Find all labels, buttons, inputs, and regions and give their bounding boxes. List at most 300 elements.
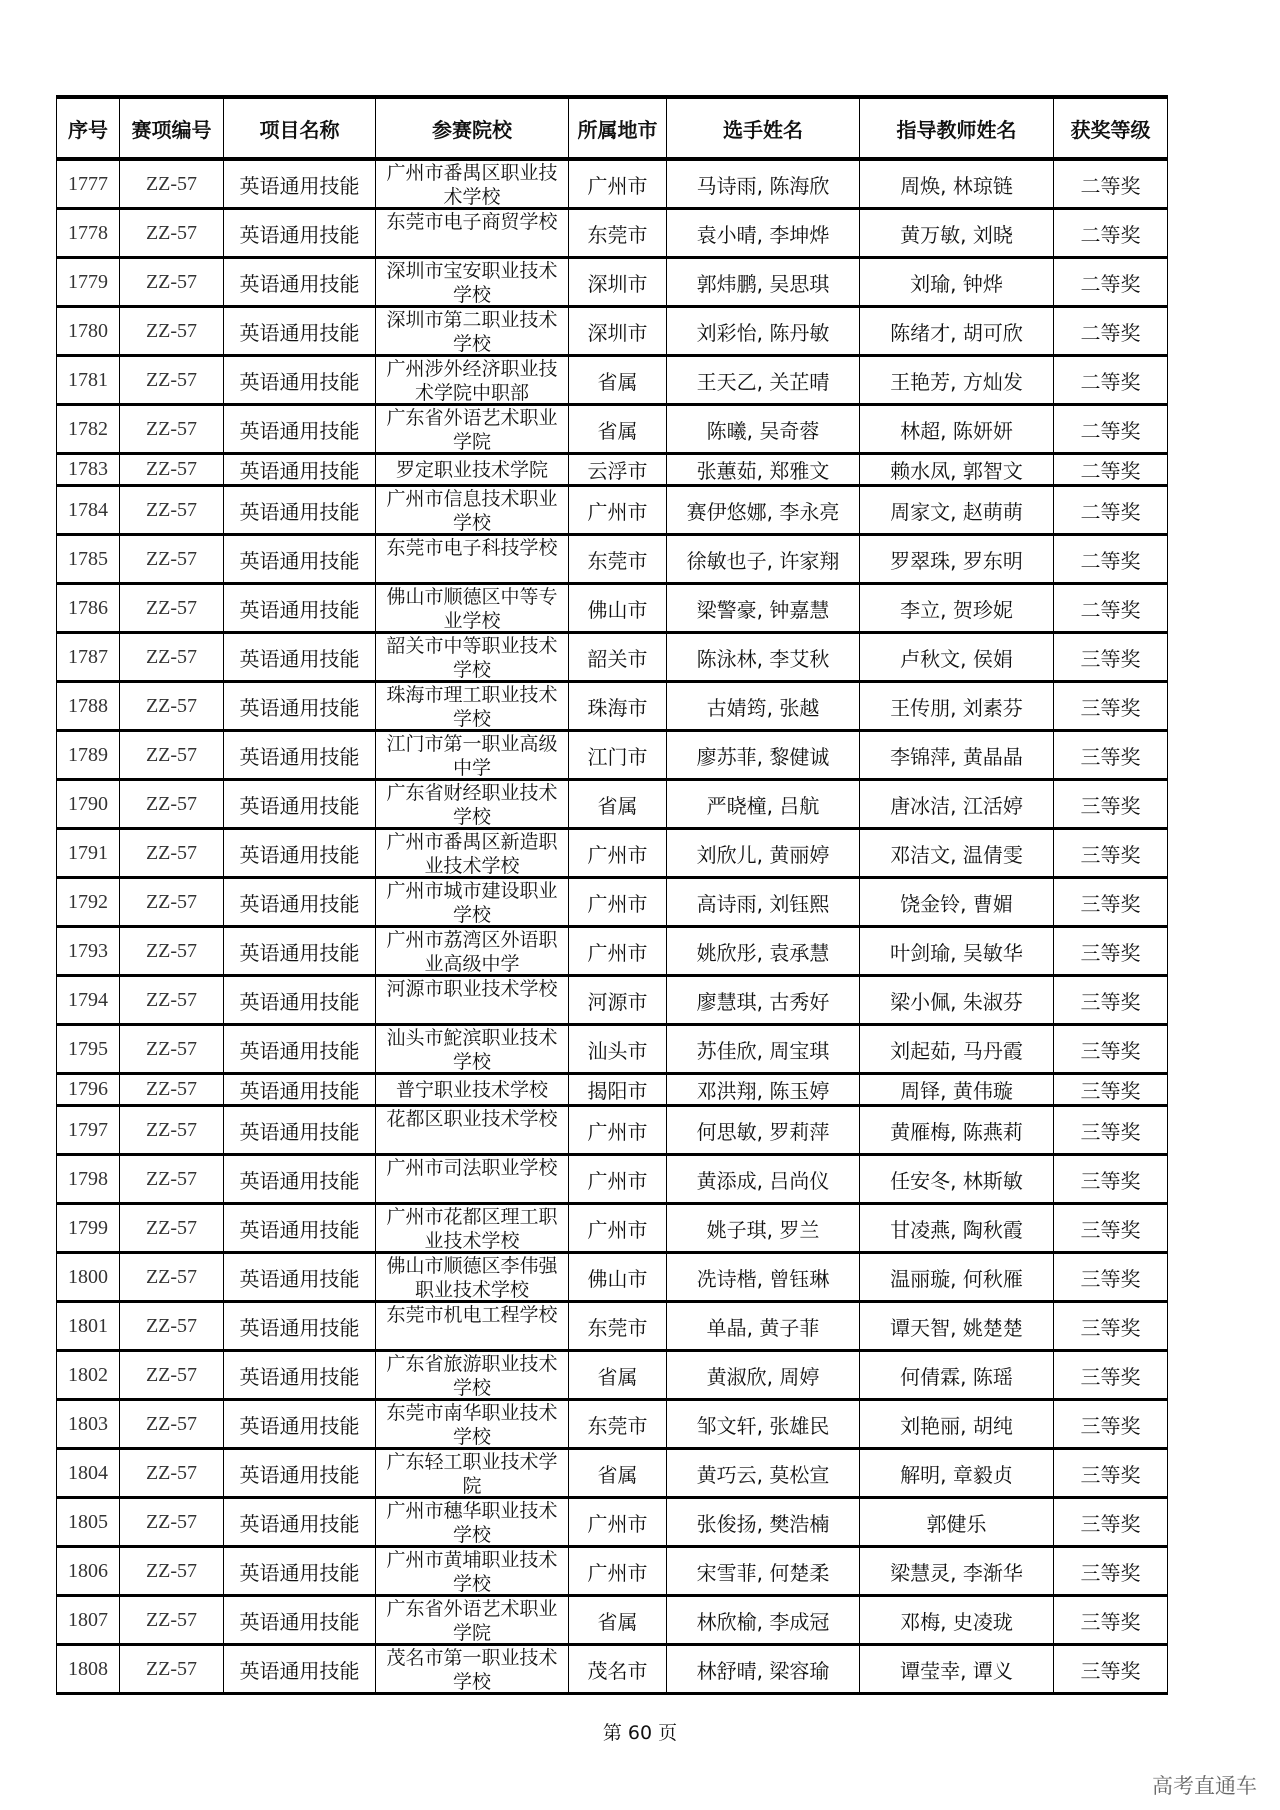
header-project-name: 项目名称 [224, 97, 376, 159]
school-cell [376, 1351, 569, 1400]
school-cell [376, 1074, 569, 1106]
project-name-cell: 英语通用技能 [224, 1302, 376, 1351]
city-cell: 广州市 [569, 486, 667, 535]
award-cell: 三等奖 [1054, 1400, 1168, 1449]
project-name-cell: 英语通用技能 [224, 454, 376, 486]
teachers-cell: 刘瑜, 钟烨 [860, 258, 1054, 307]
table-row [57, 1547, 1168, 1596]
award-cell: 三等奖 [1054, 1596, 1168, 1645]
table-row [57, 1596, 1168, 1645]
project-name-cell: 英语通用技能 [224, 209, 376, 258]
event-code-cell: ZZ-57 [120, 829, 224, 878]
project-name-cell: 英语通用技能 [224, 1596, 376, 1645]
event-code-cell: ZZ-57 [120, 927, 224, 976]
school-name: 广州市穗华职业技术学校 [386, 1500, 558, 1545]
teachers-cell: 王艳芳, 方灿发 [860, 356, 1054, 405]
award-cell: 三等奖 [1054, 1253, 1168, 1302]
contestants-cell: 何思敏, 罗莉萍 [667, 1106, 860, 1155]
table-row [57, 1106, 1168, 1155]
project-name-cell: 英语通用技能 [224, 356, 376, 405]
school-name: 江门市第一职业高级中学 [386, 733, 558, 778]
city-cell: 广州市 [569, 878, 667, 927]
table-row [57, 1155, 1168, 1204]
header-city: 所属地市 [569, 97, 667, 159]
school-cell [376, 535, 569, 584]
school-cell [376, 454, 569, 486]
award-cell: 三等奖 [1054, 927, 1168, 976]
contestants-cell: 马诗雨, 陈海欣 [667, 159, 860, 209]
event-code-cell: ZZ-57 [120, 633, 224, 682]
table-row [57, 1074, 1168, 1106]
table-row [57, 878, 1168, 927]
award-cell: 三等奖 [1054, 780, 1168, 829]
project-name-cell: 英语通用技能 [224, 633, 376, 682]
project-name-cell: 英语通用技能 [224, 1400, 376, 1449]
teachers-cell: 梁慧灵, 李渐华 [860, 1547, 1054, 1596]
school-cell [376, 1498, 569, 1547]
seq-cell: 1803 [57, 1400, 120, 1449]
seq-cell: 1777 [57, 159, 120, 209]
school-name: 佛山市顺德区李伟强职业技术学校 [386, 1255, 558, 1300]
award-cell: 三等奖 [1054, 1155, 1168, 1204]
event-code-cell: ZZ-57 [120, 780, 224, 829]
school-cell [376, 1547, 569, 1596]
school-cell [376, 682, 569, 731]
city-cell: 佛山市 [569, 1253, 667, 1302]
teachers-cell: 李锦萍, 黄晶晶 [860, 731, 1054, 780]
award-cell: 二等奖 [1054, 258, 1168, 307]
table-header-row [57, 97, 1168, 159]
table-row [57, 1204, 1168, 1253]
event-code-cell: ZZ-57 [120, 209, 224, 258]
project-name-cell: 英语通用技能 [224, 1253, 376, 1302]
city-cell: 云浮市 [569, 454, 667, 486]
seq-cell: 1807 [57, 1596, 120, 1645]
award-cell: 三等奖 [1054, 633, 1168, 682]
contestants-cell: 苏佳欣, 周宝琪 [667, 1025, 860, 1074]
award-cell: 三等奖 [1054, 1645, 1168, 1694]
school-name: 珠海市理工职业技术学校 [386, 684, 558, 729]
event-code-cell: ZZ-57 [120, 486, 224, 535]
school-cell [376, 258, 569, 307]
project-name-cell: 英语通用技能 [224, 1155, 376, 1204]
school-cell [376, 731, 569, 780]
project-name-cell: 英语通用技能 [224, 535, 376, 584]
table-row [57, 1449, 1168, 1498]
city-cell: 东莞市 [569, 209, 667, 258]
teachers-cell: 温丽璇, 何秋雁 [860, 1253, 1054, 1302]
event-code-cell: ZZ-57 [120, 405, 224, 454]
seq-cell: 1805 [57, 1498, 120, 1547]
event-code-cell: ZZ-57 [120, 682, 224, 731]
table-row [57, 829, 1168, 878]
teachers-cell: 赖水凤, 郭智文 [860, 454, 1054, 486]
table-row [57, 1253, 1168, 1302]
teachers-cell: 林超, 陈妍妍 [860, 405, 1054, 454]
school-name: 广州市番禺区职业技术学校 [386, 162, 558, 207]
city-cell: 江门市 [569, 731, 667, 780]
teachers-cell: 谭莹幸, 谭义 [860, 1645, 1054, 1694]
city-cell: 深圳市 [569, 258, 667, 307]
contestants-cell: 袁小晴, 李坤烨 [667, 209, 860, 258]
school-cell [376, 1302, 569, 1351]
table-row [57, 535, 1168, 584]
school-cell [376, 486, 569, 535]
school-cell [376, 633, 569, 682]
city-cell: 省属 [569, 780, 667, 829]
event-code-cell: ZZ-57 [120, 1596, 224, 1645]
city-cell: 广州市 [569, 1498, 667, 1547]
project-name-cell: 英语通用技能 [224, 1351, 376, 1400]
city-cell: 广州市 [569, 927, 667, 976]
event-code-cell: ZZ-57 [120, 454, 224, 486]
city-cell: 东莞市 [569, 1400, 667, 1449]
award-cell: 三等奖 [1054, 878, 1168, 927]
school-cell [376, 927, 569, 976]
contestants-cell: 刘欣儿, 黄丽婷 [667, 829, 860, 878]
award-cell: 三等奖 [1054, 1498, 1168, 1547]
award-cell: 二等奖 [1054, 454, 1168, 486]
school-name: 汕头市鮀滨职业技术学校 [386, 1027, 558, 1072]
teachers-cell: 唐冰洁, 江活婷 [860, 780, 1054, 829]
teachers-cell: 解明, 章毅贞 [860, 1449, 1054, 1498]
table-row [57, 159, 1168, 209]
contestants-cell: 冼诗楷, 曾钰琳 [667, 1253, 860, 1302]
event-code-cell: ZZ-57 [120, 584, 224, 633]
project-name-cell: 英语通用技能 [224, 584, 376, 633]
city-cell: 广州市 [569, 1155, 667, 1204]
school-name: 韶关市中等职业技术学校 [386, 635, 558, 680]
table-row [57, 927, 1168, 976]
school-name: 广东省财经职业技术学校 [386, 782, 558, 827]
header-teachers: 指导教师姓名 [860, 97, 1054, 159]
contestants-cell: 廖苏菲, 黎健诚 [667, 731, 860, 780]
seq-cell: 1794 [57, 976, 120, 1025]
contestants-cell: 张蕙茹, 郑雅文 [667, 454, 860, 486]
table-row [57, 405, 1168, 454]
seq-cell: 1784 [57, 486, 120, 535]
award-cell: 三等奖 [1054, 1074, 1168, 1106]
table-row [57, 780, 1168, 829]
table-row [57, 486, 1168, 535]
table-row [57, 1351, 1168, 1400]
page-number: 第 60 页 [602, 1722, 678, 1744]
contestants-cell: 郭炜鹏, 吴思琪 [667, 258, 860, 307]
seq-cell: 1781 [57, 356, 120, 405]
contestants-cell: 黄巧云, 莫松宣 [667, 1449, 860, 1498]
teachers-cell: 邓洁文, 温倩雯 [860, 829, 1054, 878]
city-cell: 广州市 [569, 159, 667, 209]
teachers-cell: 黄雁梅, 陈燕莉 [860, 1106, 1054, 1155]
project-name-cell: 英语通用技能 [224, 1498, 376, 1547]
table-row [57, 682, 1168, 731]
award-cell: 二等奖 [1054, 307, 1168, 356]
school-name: 深圳市第二职业技术学校 [386, 309, 558, 354]
event-code-cell: ZZ-57 [120, 878, 224, 927]
city-cell: 茂名市 [569, 1645, 667, 1694]
school-cell [376, 1155, 569, 1204]
school-name: 花都区职业技术学校 [386, 1108, 558, 1130]
event-code-cell: ZZ-57 [120, 1449, 224, 1498]
city-cell: 东莞市 [569, 535, 667, 584]
table-row [57, 584, 1168, 633]
seq-cell: 1783 [57, 454, 120, 486]
teachers-cell: 李立, 贺珍妮 [860, 584, 1054, 633]
contestants-cell: 古婧筠, 张越 [667, 682, 860, 731]
seq-cell: 1797 [57, 1106, 120, 1155]
school-cell [376, 1449, 569, 1498]
seq-cell: 1789 [57, 731, 120, 780]
table-row [57, 633, 1168, 682]
event-code-cell: ZZ-57 [120, 307, 224, 356]
event-code-cell: ZZ-57 [120, 1025, 224, 1074]
school-cell [376, 405, 569, 454]
teachers-cell: 刘艳丽, 胡纯 [860, 1400, 1054, 1449]
event-code-cell: ZZ-57 [120, 1498, 224, 1547]
school-cell [376, 307, 569, 356]
contestants-cell: 陈泳林, 李艾秋 [667, 633, 860, 682]
city-cell: 省属 [569, 1596, 667, 1645]
school-name: 广东轻工职业技术学院 [386, 1451, 558, 1496]
project-name-cell: 英语通用技能 [224, 731, 376, 780]
school-cell [376, 1106, 569, 1155]
city-cell: 广州市 [569, 1547, 667, 1596]
school-name: 广州市司法职业学校 [386, 1157, 558, 1179]
contestants-cell: 姚子琪, 罗兰 [667, 1204, 860, 1253]
project-name-cell: 英语通用技能 [224, 1547, 376, 1596]
award-cell: 二等奖 [1054, 535, 1168, 584]
teachers-cell: 任安冬, 林斯敏 [860, 1155, 1054, 1204]
project-name-cell: 英语通用技能 [224, 1074, 376, 1106]
seq-cell: 1792 [57, 878, 120, 927]
city-cell: 省属 [569, 1351, 667, 1400]
city-cell: 韶关市 [569, 633, 667, 682]
seq-cell: 1780 [57, 307, 120, 356]
project-name-cell: 英语通用技能 [224, 159, 376, 209]
teachers-cell: 甘凌燕, 陶秋霞 [860, 1204, 1054, 1253]
award-cell: 三等奖 [1054, 1204, 1168, 1253]
teachers-cell: 王传朋, 刘素芬 [860, 682, 1054, 731]
award-cell: 三等奖 [1054, 829, 1168, 878]
school-name: 佛山市顺德区中等专业学校 [386, 586, 558, 631]
teachers-cell: 周家文, 赵萌萌 [860, 486, 1054, 535]
school-name: 广州市黄埔职业技术学校 [386, 1549, 558, 1594]
teachers-cell: 饶金铃, 曹媚 [860, 878, 1054, 927]
event-code-cell: ZZ-57 [120, 1106, 224, 1155]
seq-cell: 1799 [57, 1204, 120, 1253]
event-code-cell: ZZ-57 [120, 1074, 224, 1106]
city-cell: 省属 [569, 1449, 667, 1498]
city-cell: 广州市 [569, 1204, 667, 1253]
contestants-cell: 宋雪菲, 何楚柔 [667, 1547, 860, 1596]
event-code-cell: ZZ-57 [120, 1302, 224, 1351]
seq-cell: 1791 [57, 829, 120, 878]
event-code-cell: ZZ-57 [120, 1155, 224, 1204]
seq-cell: 1779 [57, 258, 120, 307]
school-name: 河源市职业技术学校 [386, 978, 558, 1000]
contestants-cell: 梁警豪, 钟嘉慧 [667, 584, 860, 633]
contestants-cell: 徐敏也子, 许家翔 [667, 535, 860, 584]
event-code-cell: ZZ-57 [120, 976, 224, 1025]
event-code-cell: ZZ-57 [120, 535, 224, 584]
contestants-cell: 高诗雨, 刘钰熙 [667, 878, 860, 927]
table-body [57, 159, 1168, 1694]
table-row [57, 731, 1168, 780]
contestants-cell: 王天乙, 关芷晴 [667, 356, 860, 405]
award-cell: 三等奖 [1054, 1106, 1168, 1155]
project-name-cell: 英语通用技能 [224, 1449, 376, 1498]
city-cell: 深圳市 [569, 307, 667, 356]
contestants-cell: 严晓橦, 吕航 [667, 780, 860, 829]
contestants-cell: 刘彩怡, 陈丹敏 [667, 307, 860, 356]
school-cell [376, 1025, 569, 1074]
teachers-cell: 刘起茹, 马丹霞 [860, 1025, 1054, 1074]
school-cell [376, 780, 569, 829]
school-cell [376, 878, 569, 927]
project-name-cell: 英语通用技能 [224, 878, 376, 927]
city-cell: 珠海市 [569, 682, 667, 731]
seq-cell: 1787 [57, 633, 120, 682]
school-name: 茂名市第一职业技术学校 [386, 1647, 558, 1692]
watermark: 高考直通车 [1152, 1774, 1257, 1798]
header-school: 参赛院校 [376, 97, 569, 159]
project-name-cell: 英语通用技能 [224, 682, 376, 731]
contestants-cell: 林欣榆, 李成冠 [667, 1596, 860, 1645]
school-name: 广州市城市建设职业学校 [386, 880, 558, 925]
seq-cell: 1802 [57, 1351, 120, 1400]
city-cell: 揭阳市 [569, 1074, 667, 1106]
contestants-cell: 邹文轩, 张雄民 [667, 1400, 860, 1449]
awards-table [56, 95, 1168, 1695]
city-cell: 东莞市 [569, 1302, 667, 1351]
table-row [57, 1025, 1168, 1074]
seq-cell: 1798 [57, 1155, 120, 1204]
header-event-code: 赛项编号 [120, 97, 224, 159]
city-cell: 广州市 [569, 1106, 667, 1155]
project-name-cell: 英语通用技能 [224, 1204, 376, 1253]
award-cell: 三等奖 [1054, 1449, 1168, 1498]
project-name-cell: 英语通用技能 [224, 405, 376, 454]
event-code-cell: ZZ-57 [120, 1204, 224, 1253]
event-code-cell: ZZ-57 [120, 159, 224, 209]
contestants-cell: 黄淑欣, 周婷 [667, 1351, 860, 1400]
teachers-cell: 卢秋文, 侯娟 [860, 633, 1054, 682]
school-name: 东莞市机电工程学校 [386, 1304, 558, 1326]
table-row [57, 258, 1168, 307]
seq-cell: 1808 [57, 1645, 120, 1694]
school-name: 深圳市宝安职业技术学校 [386, 260, 558, 305]
event-code-cell: ZZ-57 [120, 1645, 224, 1694]
award-cell: 三等奖 [1054, 1302, 1168, 1351]
teachers-cell: 周铎, 黄伟璇 [860, 1074, 1054, 1106]
seq-cell: 1790 [57, 780, 120, 829]
award-cell: 二等奖 [1054, 356, 1168, 405]
school-cell [376, 584, 569, 633]
teachers-cell: 郭健乐 [860, 1498, 1054, 1547]
school-name: 广东省外语艺术职业学院 [386, 1598, 558, 1643]
seq-cell: 1801 [57, 1302, 120, 1351]
seq-cell: 1806 [57, 1547, 120, 1596]
school-cell [376, 1253, 569, 1302]
award-cell: 三等奖 [1054, 976, 1168, 1025]
seq-cell: 1804 [57, 1449, 120, 1498]
award-cell: 二等奖 [1054, 159, 1168, 209]
contestants-cell: 邓洪翔, 陈玉婷 [667, 1074, 860, 1106]
seq-cell: 1786 [57, 584, 120, 633]
award-cell: 三等奖 [1054, 1351, 1168, 1400]
school-cell [376, 159, 569, 209]
header-seq: 序号 [57, 97, 120, 159]
header-award: 获奖等级 [1054, 97, 1168, 159]
award-cell: 三等奖 [1054, 731, 1168, 780]
school-cell [376, 356, 569, 405]
city-cell: 省属 [569, 356, 667, 405]
seq-cell: 1782 [57, 405, 120, 454]
table-row [57, 976, 1168, 1025]
city-cell: 省属 [569, 405, 667, 454]
school-cell [376, 1596, 569, 1645]
seq-cell: 1795 [57, 1025, 120, 1074]
table-row [57, 1400, 1168, 1449]
city-cell: 河源市 [569, 976, 667, 1025]
teachers-cell: 邓梅, 史凌珑 [860, 1596, 1054, 1645]
contestants-cell: 黄添成, 吕尚仪 [667, 1155, 860, 1204]
event-code-cell: ZZ-57 [120, 1547, 224, 1596]
table-row [57, 454, 1168, 486]
project-name-cell: 英语通用技能 [224, 258, 376, 307]
school-name: 广州市番禺区新造职业技术学校 [386, 831, 558, 876]
award-cell: 二等奖 [1054, 486, 1168, 535]
contestants-cell: 姚欣彤, 袁承慧 [667, 927, 860, 976]
event-code-cell: ZZ-57 [120, 1400, 224, 1449]
award-cell: 二等奖 [1054, 584, 1168, 633]
event-code-cell: ZZ-57 [120, 731, 224, 780]
project-name-cell: 英语通用技能 [224, 486, 376, 535]
school-cell [376, 209, 569, 258]
header-contestants: 选手姓名 [667, 97, 860, 159]
project-name-cell: 英语通用技能 [224, 927, 376, 976]
school-name: 广州市花都区理工职业技术学校 [386, 1206, 558, 1251]
contestants-cell: 廖慧琪, 古秀好 [667, 976, 860, 1025]
contestants-cell: 赛伊悠娜, 李永亮 [667, 486, 860, 535]
seq-cell: 1793 [57, 927, 120, 976]
event-code-cell: ZZ-57 [120, 1351, 224, 1400]
project-name-cell: 英语通用技能 [224, 1106, 376, 1155]
school-name: 广州市信息技术职业学校 [386, 488, 558, 533]
school-name: 罗定职业技术学院 [395, 458, 548, 481]
teachers-cell: 陈绪才, 胡可欣 [860, 307, 1054, 356]
award-cell: 二等奖 [1054, 405, 1168, 454]
school-cell [376, 1400, 569, 1449]
award-cell: 三等奖 [1054, 682, 1168, 731]
city-cell: 佛山市 [569, 584, 667, 633]
project-name-cell: 英语通用技能 [224, 829, 376, 878]
table-row [57, 1498, 1168, 1547]
contestants-cell: 陈曦, 吴奇蓉 [667, 405, 860, 454]
contestants-cell: 张俊扬, 樊浩楠 [667, 1498, 860, 1547]
school-name: 东莞市电子商贸学校 [386, 211, 558, 233]
contestants-cell: 林舒晴, 梁容瑜 [667, 1645, 860, 1694]
award-cell: 三等奖 [1054, 1547, 1168, 1596]
event-code-cell: ZZ-57 [120, 356, 224, 405]
school-cell [376, 1204, 569, 1253]
school-name: 广州涉外经济职业技术学院中职部 [386, 358, 558, 403]
teachers-cell: 罗翠珠, 罗东明 [860, 535, 1054, 584]
table-row [57, 1645, 1168, 1694]
city-cell: 汕头市 [569, 1025, 667, 1074]
teachers-cell: 谭天智, 姚楚楚 [860, 1302, 1054, 1351]
table-row [57, 307, 1168, 356]
